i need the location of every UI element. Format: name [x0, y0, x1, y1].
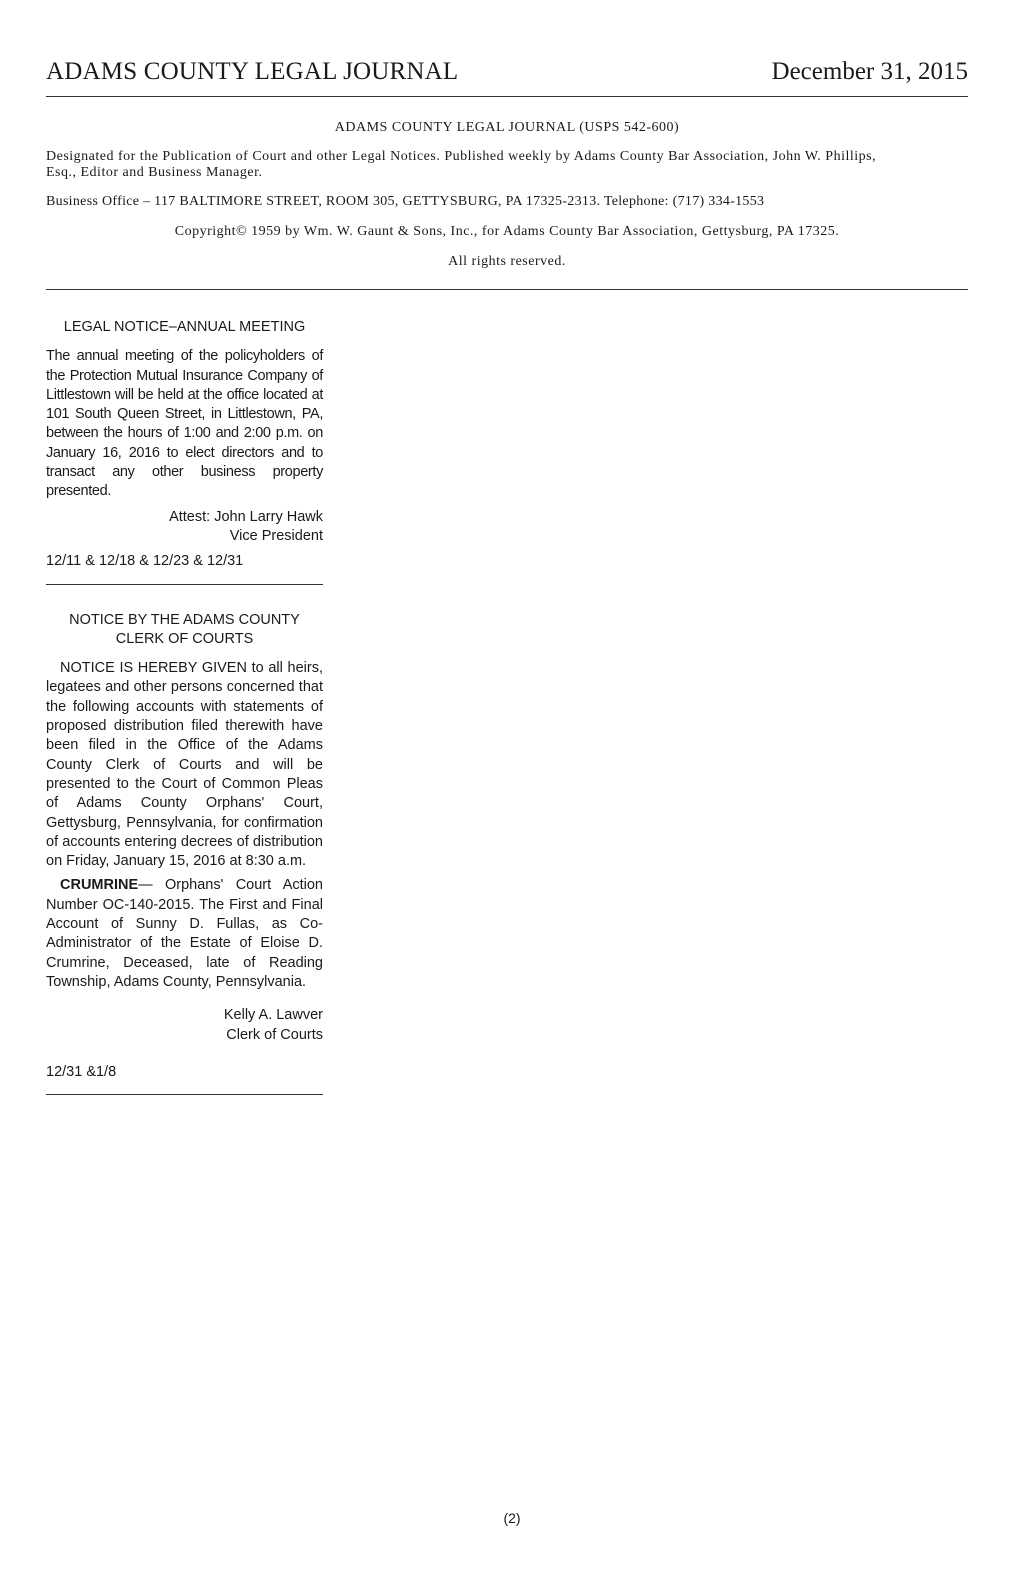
notice-clerk-of-courts — [46, 611, 323, 1096]
notice-signature-name: Kelly A. Lawver — [223, 1007, 323, 1024]
notice-heading-line1: NOTICE BY THE ADAMS COUNTY — [69, 611, 300, 628]
notice-signature-title: Vice President — [229, 527, 323, 544]
notice-signature-name: Attest: John Larry Hawk — [169, 508, 323, 525]
notice-heading: LEGAL NOTICE–ANNUAL MEETING — [63, 319, 306, 335]
masthead-business-office: Business Office – 117 BALTIMORE STREET, ROOM 305, GETTYSBURG, PA 17325-2313. Telephone: (717) 334-1553 — [46, 194, 765, 209]
notice-signature-title: Clerk of Courts — [226, 1026, 323, 1043]
notice-body: NOTICE IS HEREBY GIVEN to all heirs, legatees and other persons concerned that the following accounts with statements of proposed distribution filed therewith have been filed in the Office of the Adams County Clerk of Courts and will be presented to the Court of Common Pleas of Adams County Orphans' Court, Gettysburg, Pennsylvania, for confirmation of accounts entering decrees of distribution on Friday, January 15, 2016 at 8:30 a.m. — [46, 660, 323, 870]
notice-entry-text: — Orphans' Court Action Number OC-140-2015. The First and Final Account of Sunny D. Fullas, as Co-Administrator of the Estate of Eloise D. Crumrine, Deceased, late of Reading Township, Adams County, Pennsylvania. — [46, 877, 323, 990]
notice-publication-dates: 12/11 & 12/18 & 12/23 & 12/31 — [46, 553, 244, 570]
masthead-copyright: Copyright© 1959 by Wm. W. Gaunt & Sons, Inc., for Adams County Bar Association, Gettysburg, PA 17325. — [174, 224, 840, 239]
notice-body: The annual meeting of the policyholders of the Protection Mutual Insurance Company of Littlestown will be held at the office located at 101 South Queen Street, in Littlestown, PA, between the hours of 1:00 and 2:00 p.m. on January 16, 2016 to elect directors and to transact any other business property presented. — [46, 348, 323, 500]
notice-annual-meeting — [46, 318, 323, 585]
notice-publication-dates: 12/31 &1/8 — [46, 1063, 117, 1080]
notice-heading-line2: CLERK OF COURTS — [115, 630, 254, 647]
masthead — [46, 96, 968, 290]
notices-column — [46, 318, 323, 1095]
notice-heading — [46, 611, 323, 650]
issue-date: December 31, 2015 — [771, 58, 968, 85]
journal-name: ADAMS COUNTY LEGAL JOURNAL — [46, 58, 459, 85]
masthead-rights: All rights reserved. — [448, 254, 566, 269]
notice-entry — [46, 876, 323, 992]
notice-entry-name: CRUMRINE — [60, 877, 139, 894]
masthead-title: ADAMS COUNTY LEGAL JOURNAL (USPS 542-600) — [334, 120, 680, 135]
masthead-designation: Designated for the Publication of Court and other Legal Notices. Published weekly by Adams County Bar Association, John W. Phillips, Esq., Editor and Business Manager. — [46, 149, 877, 180]
running-header — [46, 56, 968, 97]
page-number: (2) — [503, 1510, 521, 1526]
